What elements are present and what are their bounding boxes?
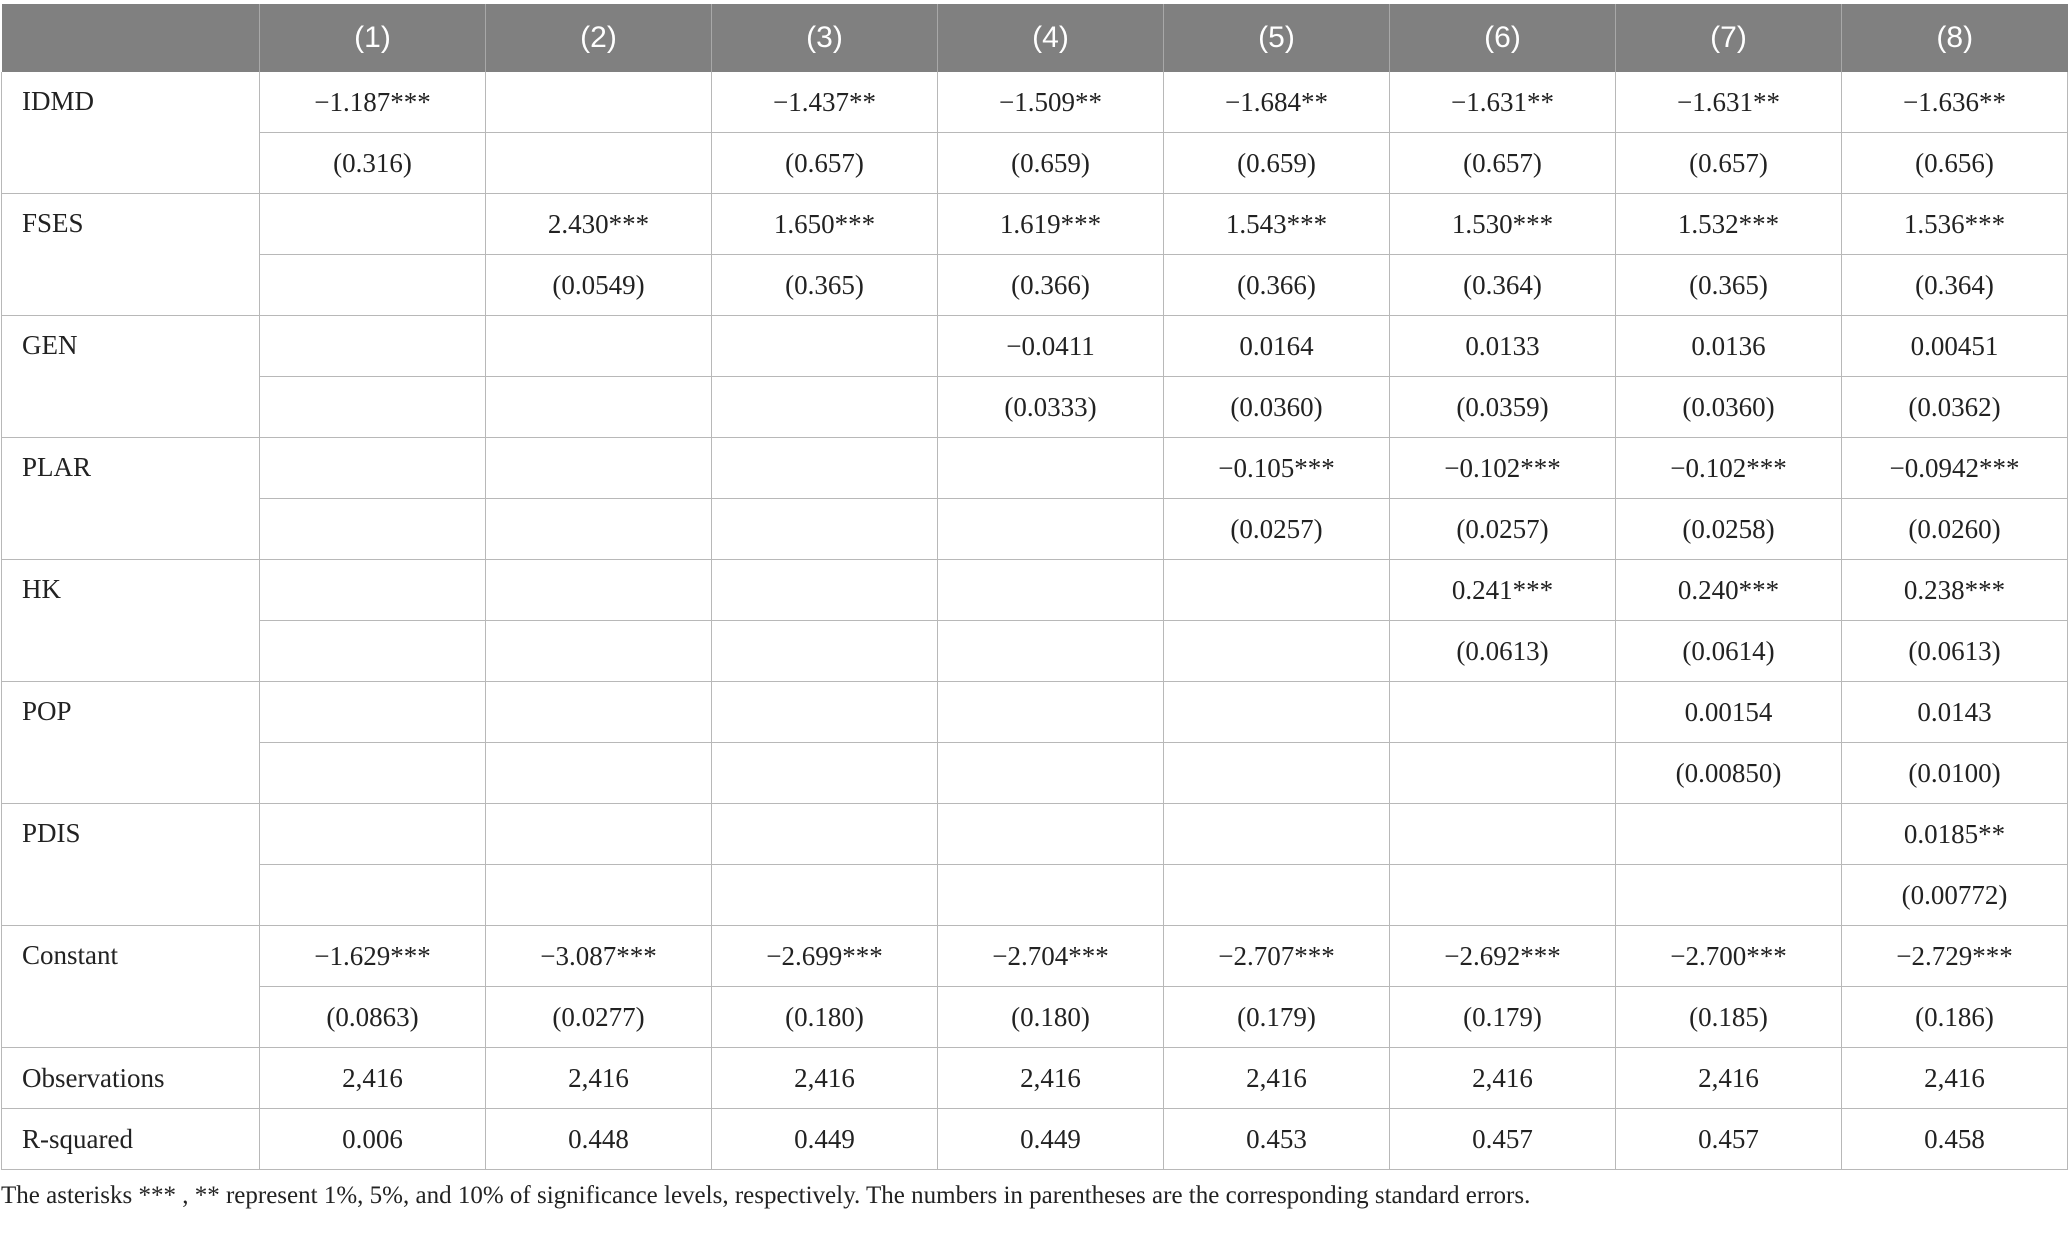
stat-value-cell: 0.458 — [1842, 1109, 2068, 1170]
standard-error-cell: (0.0260) — [1842, 499, 2068, 560]
standard-error-cell — [1390, 743, 1616, 804]
stat-value-cell: 0.449 — [938, 1109, 1164, 1170]
standard-error-cell: (0.365) — [712, 255, 938, 316]
standard-error-cell: (0.0362) — [1842, 377, 2068, 438]
stat-value-cell: 2,416 — [1390, 1048, 1616, 1109]
coefficient-cell — [260, 804, 486, 865]
coefficient-cell: 1.536*** — [1842, 194, 2068, 255]
coefficient-cell: −1.631** — [1390, 72, 1616, 133]
coefficient-cell — [486, 438, 712, 499]
coefficient-cell — [1164, 804, 1390, 865]
coefficient-cell: −1.629*** — [260, 926, 486, 987]
coefficient-cell: −1.509** — [938, 72, 1164, 133]
coefficient-cell: −2.692*** — [1390, 926, 1616, 987]
standard-error-cell — [260, 743, 486, 804]
standard-error-cell: (0.364) — [1390, 255, 1616, 316]
standard-error-cell: (0.179) — [1164, 987, 1390, 1048]
standard-error-cell: (0.0257) — [1390, 499, 1616, 560]
header-cell-model-5: (5) — [1164, 4, 1390, 72]
coefficient-cell: −0.102*** — [1390, 438, 1616, 499]
coefficient-cell — [1616, 804, 1842, 865]
coefficient-cell: −1.684** — [1164, 72, 1390, 133]
coefficient-cell — [486, 682, 712, 743]
coefficient-cell: 0.241*** — [1390, 560, 1616, 621]
variable-label: IDMD — [2, 72, 260, 194]
standard-error-row — [2, 987, 2068, 1048]
standard-error-cell: (0.0333) — [938, 377, 1164, 438]
standard-error-cell — [260, 621, 486, 682]
standard-error-cell: (0.0613) — [1842, 621, 2068, 682]
coefficient-cell — [712, 682, 938, 743]
coef-row — [2, 438, 2068, 499]
coefficient-cell: −1.187*** — [260, 72, 486, 133]
standard-error-cell — [486, 499, 712, 560]
variable-label: PLAR — [2, 438, 260, 560]
coef-row — [2, 926, 2068, 987]
standard-error-cell: (0.0613) — [1390, 621, 1616, 682]
standard-error-cell — [938, 865, 1164, 926]
standard-error-cell: (0.0258) — [1616, 499, 1842, 560]
coefficient-cell: 0.0136 — [1616, 316, 1842, 377]
coefficient-cell — [938, 438, 1164, 499]
coefficient-cell — [1164, 682, 1390, 743]
standard-error-cell: (0.657) — [1616, 133, 1842, 194]
coef-row — [2, 194, 2068, 255]
stat-value-cell: 0.453 — [1164, 1109, 1390, 1170]
standard-error-cell: (0.179) — [1390, 987, 1616, 1048]
header-cell-model-6: (6) — [1390, 4, 1616, 72]
stat-value-cell: 0.457 — [1616, 1109, 1842, 1170]
header-cell-model-1: (1) — [260, 4, 486, 72]
coefficient-cell: −2.699*** — [712, 926, 938, 987]
coefficient-cell: 2.430*** — [486, 194, 712, 255]
standard-error-row — [2, 621, 2068, 682]
coefficient-cell — [712, 316, 938, 377]
coefficient-cell: 1.530*** — [1390, 194, 1616, 255]
coefficient-cell: −0.0411 — [938, 316, 1164, 377]
table-body — [2, 72, 2068, 1170]
coef-row — [2, 682, 2068, 743]
standard-error-row — [2, 865, 2068, 926]
coefficient-cell: 1.650*** — [712, 194, 938, 255]
standard-error-row — [2, 133, 2068, 194]
standard-error-cell — [1164, 865, 1390, 926]
standard-error-cell: (0.365) — [1616, 255, 1842, 316]
coefficient-cell: 0.00451 — [1842, 316, 2068, 377]
header-cell-model-3: (3) — [712, 4, 938, 72]
stat-value-cell: 0.457 — [1390, 1109, 1616, 1170]
coefficient-cell — [1390, 804, 1616, 865]
coef-row — [2, 316, 2068, 377]
standard-error-cell: (0.659) — [938, 133, 1164, 194]
standard-error-cell: (0.00772) — [1842, 865, 2068, 926]
coefficient-cell: −0.0942*** — [1842, 438, 2068, 499]
standard-error-cell: (0.657) — [1390, 133, 1616, 194]
standard-error-cell: (0.659) — [1164, 133, 1390, 194]
variable-label: PDIS — [2, 804, 260, 926]
coefficient-cell: −0.102*** — [1616, 438, 1842, 499]
stat-value-cell: 2,416 — [712, 1048, 938, 1109]
coefficient-cell — [260, 438, 486, 499]
coefficient-cell: 1.532*** — [1616, 194, 1842, 255]
standard-error-cell — [938, 743, 1164, 804]
standard-error-cell — [260, 377, 486, 438]
coefficient-cell — [712, 438, 938, 499]
coefficient-cell: 1.619*** — [938, 194, 1164, 255]
standard-error-cell — [1164, 743, 1390, 804]
standard-error-cell — [486, 865, 712, 926]
standard-error-cell: (0.0277) — [486, 987, 712, 1048]
variable-label: Constant — [2, 926, 260, 1048]
standard-error-cell: (0.366) — [1164, 255, 1390, 316]
coefficient-cell — [486, 804, 712, 865]
variable-label: POP — [2, 682, 260, 804]
coefficient-cell — [938, 804, 1164, 865]
coefficient-cell: 0.00154 — [1616, 682, 1842, 743]
coefficient-cell — [486, 72, 712, 133]
coefficient-cell: 1.543*** — [1164, 194, 1390, 255]
stat-value-cell: 2,416 — [1842, 1048, 2068, 1109]
coefficient-cell — [260, 194, 486, 255]
stat-value-cell: 2,416 — [1164, 1048, 1390, 1109]
header-cell-blank — [2, 4, 260, 72]
regression-table — [1, 4, 2068, 1170]
standard-error-cell — [260, 255, 486, 316]
coefficient-cell: 0.0143 — [1842, 682, 2068, 743]
standard-error-cell: (0.316) — [260, 133, 486, 194]
standard-error-row — [2, 743, 2068, 804]
standard-error-cell: (0.366) — [938, 255, 1164, 316]
standard-error-row — [2, 377, 2068, 438]
stat-value-cell: 2,416 — [938, 1048, 1164, 1109]
stat-row — [2, 1048, 2068, 1109]
header-row — [2, 4, 2068, 72]
stat-value-cell: 0.006 — [260, 1109, 486, 1170]
standard-error-cell: (0.0359) — [1390, 377, 1616, 438]
table-note: The asterisks *** , ** represent 1%, 5%, and 10% of significance levels, respectively. The numbers in parentheses are the corresponding standard errors. — [1, 1182, 1531, 1209]
standard-error-cell — [712, 621, 938, 682]
coefficient-cell: 0.0133 — [1390, 316, 1616, 377]
stat-label: R-squared — [2, 1109, 260, 1170]
coefficient-cell — [260, 682, 486, 743]
standard-error-cell — [486, 377, 712, 438]
standard-error-cell: (0.657) — [712, 133, 938, 194]
standard-error-cell: (0.0257) — [1164, 499, 1390, 560]
standard-error-cell: (0.185) — [1616, 987, 1842, 1048]
standard-error-cell: (0.00850) — [1616, 743, 1842, 804]
standard-error-cell — [712, 865, 938, 926]
standard-error-cell: (0.656) — [1842, 133, 2068, 194]
header-cell-model-8: (8) — [1842, 4, 2068, 72]
standard-error-cell — [938, 621, 1164, 682]
coefficient-cell: −1.636** — [1842, 72, 2068, 133]
coefficient-cell: 0.0164 — [1164, 316, 1390, 377]
coefficient-cell: −2.704*** — [938, 926, 1164, 987]
coefficient-cell: 0.240*** — [1616, 560, 1842, 621]
coefficient-cell — [486, 316, 712, 377]
coefficient-cell — [1390, 682, 1616, 743]
variable-label: GEN — [2, 316, 260, 438]
standard-error-cell — [712, 743, 938, 804]
standard-error-cell: (0.0863) — [260, 987, 486, 1048]
standard-error-cell: (0.0360) — [1616, 377, 1842, 438]
standard-error-cell: (0.0549) — [486, 255, 712, 316]
coef-row — [2, 560, 2068, 621]
standard-error-cell — [1164, 621, 1390, 682]
coefficient-cell — [486, 560, 712, 621]
standard-error-cell: (0.180) — [712, 987, 938, 1048]
coefficient-cell: −2.729*** — [1842, 926, 2068, 987]
standard-error-cell: (0.0360) — [1164, 377, 1390, 438]
stat-label: Observations — [2, 1048, 260, 1109]
standard-error-cell — [486, 133, 712, 194]
stat-value-cell: 2,416 — [260, 1048, 486, 1109]
coefficient-cell — [260, 560, 486, 621]
standard-error-cell: (0.186) — [1842, 987, 2068, 1048]
coefficient-cell — [712, 804, 938, 865]
coefficient-cell: 0.238*** — [1842, 560, 2068, 621]
coefficient-cell: −2.707*** — [1164, 926, 1390, 987]
standard-error-cell — [260, 499, 486, 560]
standard-error-cell — [1616, 865, 1842, 926]
standard-error-cell — [486, 743, 712, 804]
coefficient-cell: −1.437** — [712, 72, 938, 133]
coefficient-cell — [938, 682, 1164, 743]
stat-row — [2, 1109, 2068, 1170]
standard-error-cell — [938, 499, 1164, 560]
variable-label: HK — [2, 560, 260, 682]
standard-error-cell — [260, 865, 486, 926]
standard-error-row — [2, 255, 2068, 316]
header-cell-model-7: (7) — [1616, 4, 1842, 72]
header-cell-model-2: (2) — [486, 4, 712, 72]
standard-error-cell — [712, 377, 938, 438]
coefficient-cell: 0.0185** — [1842, 804, 2068, 865]
coefficient-cell — [260, 316, 486, 377]
regression-table-container — [0, 4, 2068, 1210]
stat-value-cell: 2,416 — [486, 1048, 712, 1109]
stat-value-cell: 0.448 — [486, 1109, 712, 1170]
standard-error-cell — [486, 621, 712, 682]
coefficient-cell — [712, 560, 938, 621]
standard-error-cell: (0.180) — [938, 987, 1164, 1048]
coefficient-cell: −2.700*** — [1616, 926, 1842, 987]
stat-value-cell: 2,416 — [1616, 1048, 1842, 1109]
coefficient-cell: −0.105*** — [1164, 438, 1390, 499]
coefficient-cell: −3.087*** — [486, 926, 712, 987]
coefficient-cell — [938, 560, 1164, 621]
header-cell-model-4: (4) — [938, 4, 1164, 72]
stat-value-cell: 0.449 — [712, 1109, 938, 1170]
coefficient-cell: −1.631** — [1616, 72, 1842, 133]
coefficient-cell — [1164, 560, 1390, 621]
standard-error-row — [2, 499, 2068, 560]
coef-row — [2, 72, 2068, 133]
standard-error-cell — [1390, 865, 1616, 926]
variable-label: FSES — [2, 194, 260, 316]
standard-error-cell: (0.0614) — [1616, 621, 1842, 682]
coef-row — [2, 804, 2068, 865]
standard-error-cell: (0.0100) — [1842, 743, 2068, 804]
standard-error-cell: (0.364) — [1842, 255, 2068, 316]
standard-error-cell — [712, 499, 938, 560]
